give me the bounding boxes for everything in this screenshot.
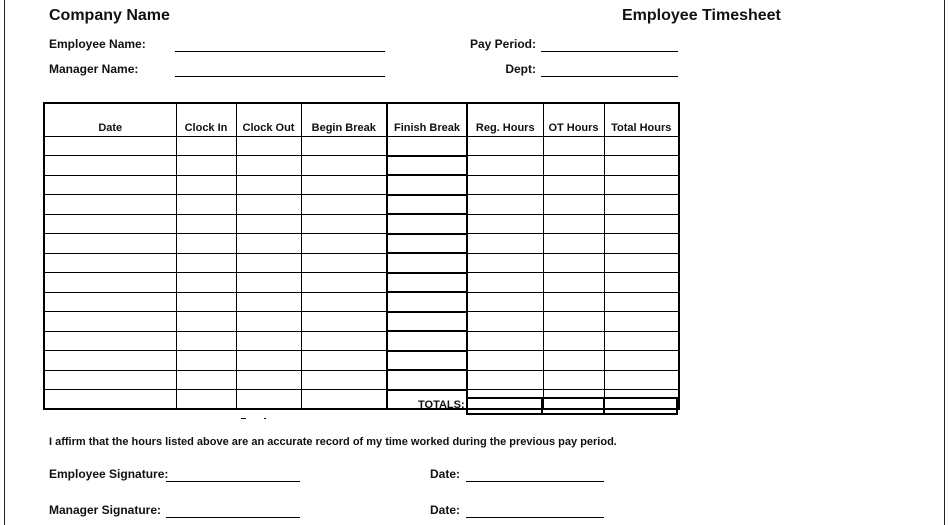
cell-ot-hours[interactable]: [543, 156, 604, 176]
cell-date[interactable]: [44, 137, 176, 156]
cell-clock-in[interactable]: [176, 351, 236, 371]
cell-ot-hours[interactable]: [543, 292, 604, 312]
timesheet-table: [43, 102, 680, 410]
table-row: [44, 331, 679, 351]
employee-date-field[interactable]: [466, 481, 604, 482]
cell-date[interactable]: [44, 195, 176, 215]
stray-mark: [241, 418, 246, 419]
table-row: [44, 253, 679, 273]
cell-finish-break[interactable]: [387, 370, 467, 390]
cell-clock-out[interactable]: [236, 195, 301, 215]
cell-reg-hours[interactable]: [467, 331, 543, 351]
cell-date[interactable]: [44, 351, 176, 371]
cell-reg-hours[interactable]: [467, 175, 543, 195]
cell-finish-break[interactable]: [387, 175, 467, 195]
cell-total-hours[interactable]: [604, 214, 679, 234]
cell-begin-break[interactable]: [301, 137, 387, 156]
dept-field[interactable]: [541, 76, 678, 77]
cell-clock-in[interactable]: [176, 137, 236, 156]
cell-clock-out[interactable]: [236, 273, 301, 293]
table-row: [44, 273, 679, 293]
affirmation-text: I affirm that the hours listed above are an accurate record of my time worked during the previous pay period.: [49, 436, 617, 448]
page-border-left: [4, 0, 5, 525]
cell-total-hours[interactable]: [604, 156, 679, 176]
cell-ot-hours[interactable]: [543, 253, 604, 273]
manager-date-field[interactable]: [466, 517, 604, 518]
employee-signature-label: Employee Signature:: [49, 467, 169, 481]
column-header-clock-out: Clock Out: [236, 103, 301, 137]
manager-signature-field[interactable]: [166, 517, 300, 518]
cell-begin-break[interactable]: [301, 390, 387, 410]
cell-date[interactable]: [44, 390, 176, 410]
cell-clock-out[interactable]: [236, 234, 301, 254]
cell-begin-break[interactable]: [301, 214, 387, 234]
column-header-begin-break: Begin Break: [301, 103, 387, 137]
cell-begin-break[interactable]: [301, 253, 387, 273]
column-header-date: Date: [44, 103, 176, 137]
cell-reg-hours[interactable]: [467, 234, 543, 254]
cell-clock-in[interactable]: [176, 195, 236, 215]
cell-clock-out[interactable]: [236, 292, 301, 312]
column-header-clock-in: Clock In: [176, 103, 236, 137]
cell-ot-hours[interactable]: [543, 370, 604, 390]
cell-clock-out[interactable]: [236, 253, 301, 273]
cell-clock-in[interactable]: [176, 292, 236, 312]
table-row: [44, 312, 679, 332]
table-row: [44, 175, 679, 195]
table-row: [44, 370, 679, 390]
cell-clock-in[interactable]: [176, 273, 236, 293]
manager-date-label: Date:: [430, 503, 461, 517]
table-row: [44, 137, 679, 156]
cell-finish-break[interactable]: [387, 331, 467, 351]
employee-name-label: Employee Name:: [49, 37, 146, 51]
cell-date[interactable]: [44, 234, 176, 254]
cell-total-hours[interactable]: [604, 370, 679, 390]
cell-begin-break[interactable]: [301, 175, 387, 195]
cell-date[interactable]: [44, 370, 176, 390]
cell-clock-out[interactable]: [236, 370, 301, 390]
cell-date[interactable]: [44, 156, 176, 176]
page-title: Employee Timesheet: [622, 7, 781, 24]
cell-reg-hours[interactable]: [467, 273, 543, 293]
cell-total-hours[interactable]: [604, 175, 679, 195]
cell-total-hours[interactable]: [604, 351, 679, 371]
column-header-reg-hours: Reg. Hours: [467, 103, 543, 137]
totals-total-hours-cell[interactable]: [603, 397, 678, 415]
cell-finish-break[interactable]: [387, 156, 467, 176]
column-header-total-hours: Total Hours: [604, 103, 679, 137]
totals-ot-hours-cell[interactable]: [541, 397, 605, 415]
cell-date[interactable]: [44, 312, 176, 332]
cell-finish-break[interactable]: [387, 253, 467, 273]
cell-finish-break[interactable]: [387, 351, 467, 371]
table-row: [44, 351, 679, 371]
cell-reg-hours[interactable]: [467, 312, 543, 332]
cell-begin-break[interactable]: [301, 370, 387, 390]
cell-total-hours[interactable]: [604, 331, 679, 351]
cell-begin-break[interactable]: [301, 273, 387, 293]
cell-ot-hours[interactable]: [543, 214, 604, 234]
cell-clock-in[interactable]: [176, 175, 236, 195]
cell-finish-break[interactable]: [387, 234, 467, 254]
company-name: Company Name: [49, 7, 170, 24]
cell-total-hours[interactable]: [604, 292, 679, 312]
cell-finish-break[interactable]: [387, 214, 467, 234]
cell-clock-in[interactable]: [176, 312, 236, 332]
cell-reg-hours[interactable]: [467, 292, 543, 312]
stray-mark: [264, 418, 266, 419]
cell-clock-out[interactable]: [236, 175, 301, 195]
cell-finish-break[interactable]: [387, 137, 467, 156]
cell-clock-in[interactable]: [176, 331, 236, 351]
employee-signature-field[interactable]: [166, 481, 300, 482]
cell-total-hours[interactable]: [604, 253, 679, 273]
cell-date[interactable]: [44, 331, 176, 351]
cell-begin-break[interactable]: [301, 195, 387, 215]
manager-name-field[interactable]: [175, 76, 385, 77]
dept-label: Dept:: [505, 62, 536, 76]
cell-begin-break[interactable]: [301, 156, 387, 176]
cell-reg-hours[interactable]: [467, 195, 543, 215]
cell-ot-hours[interactable]: [543, 234, 604, 254]
column-header-ot-hours: OT Hours: [543, 103, 604, 137]
table-row: [44, 292, 679, 312]
cell-ot-hours[interactable]: [543, 331, 604, 351]
cell-reg-hours[interactable]: [467, 351, 543, 371]
employee-name-field[interactable]: [175, 51, 385, 52]
cell-total-hours[interactable]: [604, 137, 679, 156]
cell-clock-out[interactable]: [236, 351, 301, 371]
cell-finish-break[interactable]: [387, 273, 467, 293]
cell-clock-in[interactable]: [176, 156, 236, 176]
cell-clock-in[interactable]: [176, 234, 236, 254]
pay-period-field[interactable]: [541, 51, 678, 52]
table-row: [44, 195, 679, 215]
cell-reg-hours[interactable]: [467, 214, 543, 234]
cell-clock-in[interactable]: [176, 253, 236, 273]
cell-finish-break[interactable]: [387, 292, 467, 312]
cell-total-hours[interactable]: [604, 273, 679, 293]
table-row: [44, 214, 679, 234]
cell-finish-break[interactable]: [387, 195, 467, 215]
cell-finish-break[interactable]: [387, 312, 467, 332]
cell-ot-hours[interactable]: [543, 273, 604, 293]
cell-date[interactable]: [44, 292, 176, 312]
timesheet-body: [44, 137, 679, 410]
cell-reg-hours[interactable]: [467, 137, 543, 156]
cell-total-hours[interactable]: [604, 234, 679, 254]
cell-begin-break[interactable]: [301, 331, 387, 351]
cell-clock-in[interactable]: [176, 214, 236, 234]
cell-clock-in[interactable]: [176, 370, 236, 390]
cell-date[interactable]: [44, 253, 176, 273]
cell-begin-break[interactable]: [301, 312, 387, 332]
manager-signature-label: Manager Signature:: [49, 503, 162, 517]
cell-ot-hours[interactable]: [543, 175, 604, 195]
cell-clock-out[interactable]: [236, 390, 301, 410]
cell-clock-out[interactable]: [236, 137, 301, 156]
cell-ot-hours[interactable]: [543, 312, 604, 332]
column-header-finish-break: Finish Break: [387, 103, 467, 137]
table-row: [44, 156, 679, 176]
totals-label: TOTALS:: [418, 399, 465, 411]
cell-total-hours[interactable]: [604, 195, 679, 215]
cell-clock-out[interactable]: [236, 331, 301, 351]
table-header-row: [44, 103, 679, 137]
cell-date[interactable]: [44, 214, 176, 234]
cell-begin-break[interactable]: [301, 234, 387, 254]
cell-ot-hours[interactable]: [543, 351, 604, 371]
cell-clock-in[interactable]: [176, 390, 236, 410]
cell-begin-break[interactable]: [301, 351, 387, 371]
cell-total-hours[interactable]: [604, 312, 679, 332]
pay-period-label: Pay Period:: [469, 37, 536, 51]
cell-ot-hours[interactable]: [543, 195, 604, 215]
cell-clock-out[interactable]: [236, 156, 301, 176]
employee-date-label: Date:: [430, 467, 461, 481]
cell-clock-out[interactable]: [236, 312, 301, 332]
manager-name-label: Manager Name:: [49, 62, 139, 76]
cell-date[interactable]: [44, 175, 176, 195]
cell-reg-hours[interactable]: [467, 370, 543, 390]
cell-reg-hours[interactable]: [467, 156, 543, 176]
cell-reg-hours[interactable]: [467, 253, 543, 273]
table-row: [44, 234, 679, 254]
cell-date[interactable]: [44, 273, 176, 293]
cell-begin-break[interactable]: [301, 292, 387, 312]
cell-clock-out[interactable]: [236, 214, 301, 234]
cell-ot-hours[interactable]: [543, 137, 604, 156]
totals-reg-hours-cell[interactable]: [466, 397, 543, 415]
page-border-right: [944, 0, 945, 525]
